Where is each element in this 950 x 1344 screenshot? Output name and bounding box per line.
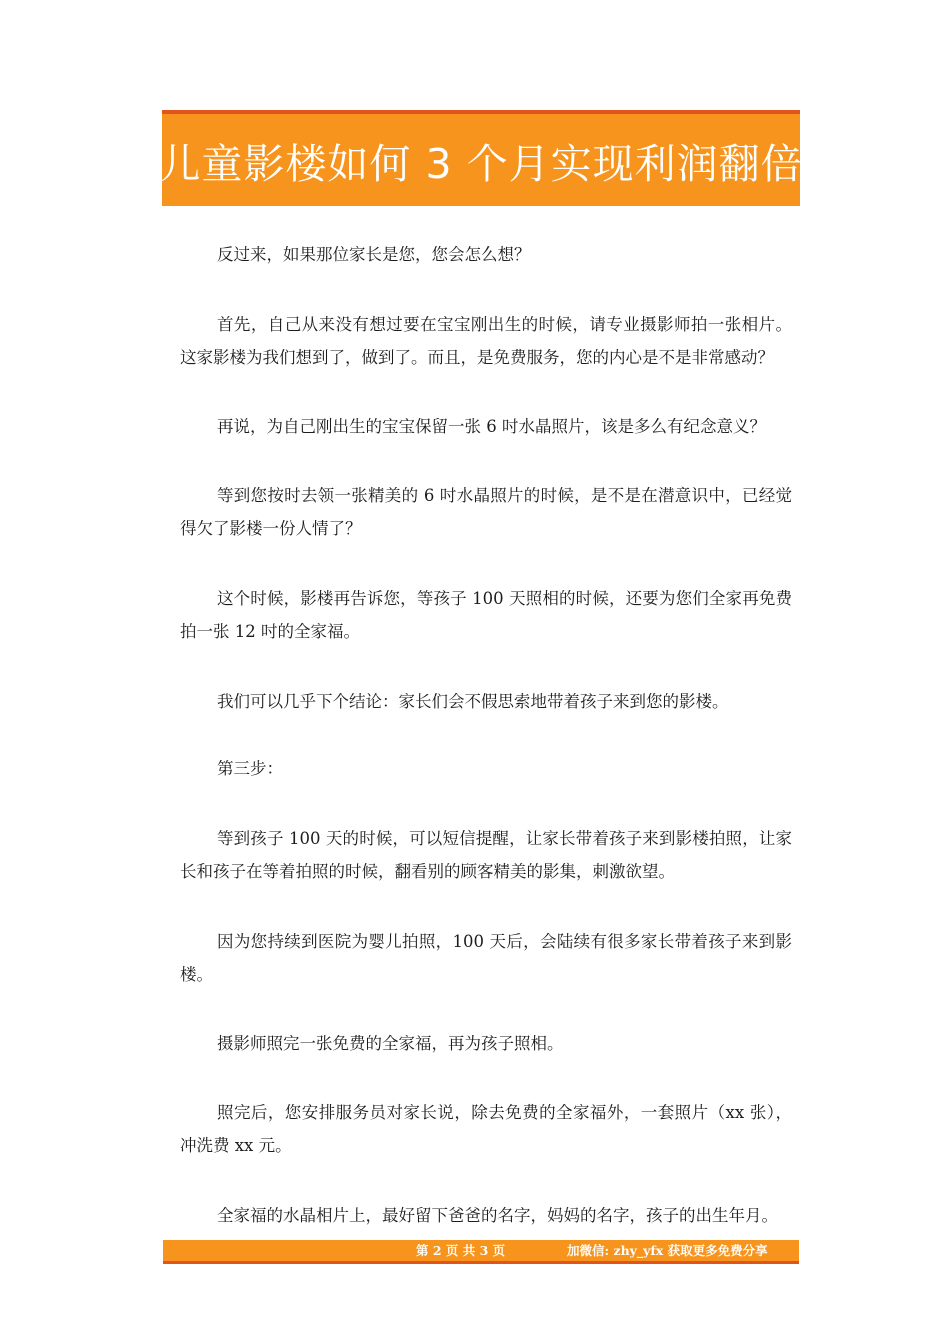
- paragraph-5: 这个时候，影楼再告诉您，等孩子 100 天照相的时候，还要为您们全家再免费拍一张 12 吋的全家福。: [180, 589, 792, 641]
- footer-rule: [163, 1261, 799, 1264]
- page-title: 儿童影楼如何 3 个月实现利润翻倍: [159, 139, 803, 188]
- paragraph-7: 第三步：: [217, 759, 283, 778]
- paragraph-3: 再说，为自己刚出生的宝宝保留一张 6 吋水晶照片，该是多么有纪念意义？: [217, 417, 766, 436]
- paragraph-10: 摄影师照完一张免费的全家福，再为孩子照相。: [217, 1034, 564, 1053]
- paragraph-2: 首先，自己从来没有想过要在宝宝刚出生的时候，请专业摄影师拍一张相片。这家影楼为我们想到了，做到了。而且，是免费服务，您的内心是不是非常感动？: [180, 315, 792, 367]
- footer-wechat-note: 加微信: zhy_yfx 获取更多免费分享: [567, 1243, 768, 1258]
- paragraph-9: 因为您持续到医院为婴儿拍照，100 天后，会陆续有很多家长带着孩子来到影楼。: [180, 932, 792, 984]
- paragraph-12: 全家福的水晶相片上，最好留下爸爸的名字，妈妈的名字，孩子的出生年月。: [217, 1206, 778, 1225]
- title-banner: [159, 114, 803, 206]
- paragraph-1: 反过来，如果那位家长是您，您会怎么想？: [217, 245, 531, 264]
- paragraph-8: 等到孩子 100 天的时候，可以短信提醒，让家长带着孩子来到影楼拍照，让家长和孩子在等着拍照的时候，翻看别的顾客精美的影集，刺激欲望。: [180, 829, 792, 881]
- paragraph-11: 照完后，您安排服务员对家长说，除去免费的全家福外，一套照片（xx 张），冲洗费 xx 元。: [180, 1103, 792, 1155]
- paragraph-6: 我们可以几乎下个结论：家长们会不假思索地带着孩子来到您的影楼。: [217, 692, 729, 711]
- paragraph-4: 等到您按时去领一张精美的 6 吋水晶照片的时候，是不是在潜意识中，已经觉得欠了影楼一份人情了？: [180, 486, 792, 538]
- footer-page-number: 第 2 页 共 3 页: [416, 1243, 506, 1258]
